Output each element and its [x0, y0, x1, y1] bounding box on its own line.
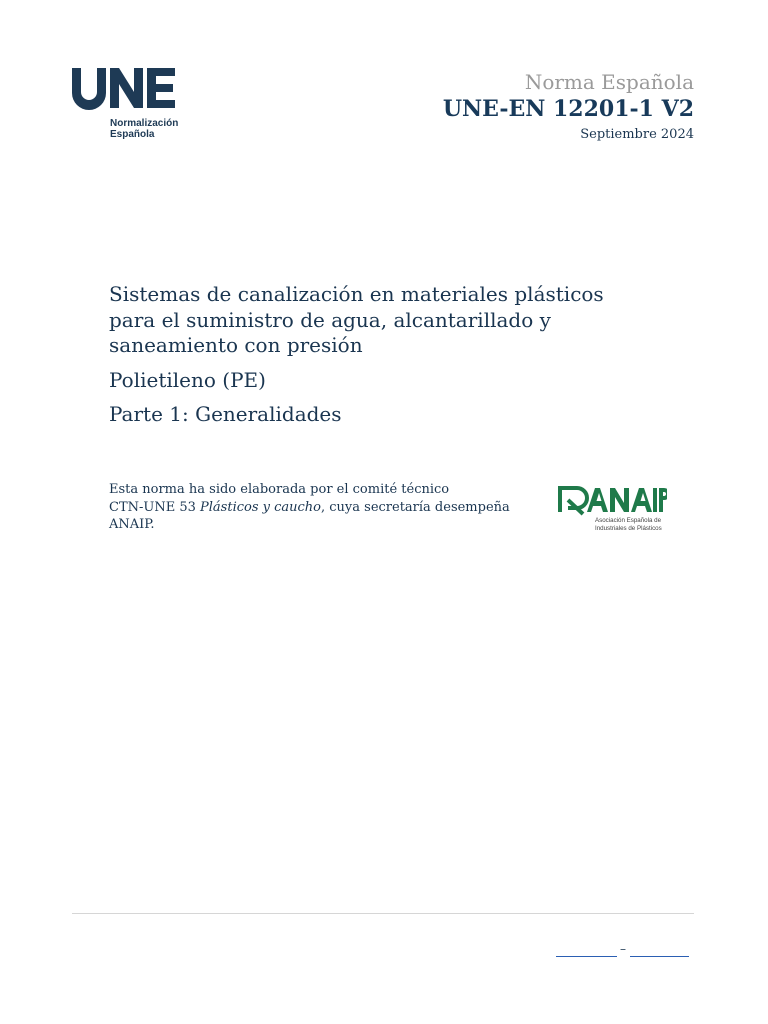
document-header [443, 70, 694, 144]
committee-line-3: ANAIP. [109, 517, 155, 532]
norma-code: UNE-EN 12201-1 V2 [442, 96, 694, 122]
committee-name: Plásticos y caucho [200, 499, 321, 515]
committee-line-1: Esta norma ha sido elaborada por el comité técnico [109, 482, 450, 497]
document-title-block [109, 282, 629, 427]
anaip-tagline-line2: Industriales de Plásticos [595, 525, 662, 532]
une-logo-sub-line1: Normalización [110, 118, 179, 129]
anaip-logo [557, 484, 667, 536]
committee-note [109, 481, 519, 534]
norma-label: Norma Española [524, 70, 694, 94]
footer-divider [72, 913, 694, 914]
document-title: Sistemas de canalización en materiales plásticos para el suministro de agua, alcantarillado y saneamiento con presión [109, 282, 604, 357]
une-logo [70, 66, 190, 146]
anaip-logo-mark [557, 484, 667, 536]
une-logo-sub-line2: Española [110, 129, 155, 140]
une-logo-mark [70, 66, 180, 110]
footer-link-left[interactable] [556, 944, 617, 957]
material-subtitle: Polietileno (PE) [109, 367, 266, 392]
footer-links [556, 944, 696, 958]
une-logo-subtitle [110, 118, 178, 140]
committee-ctn: CTN-UNE 53 [109, 499, 201, 515]
footer-link-right[interactable] [630, 944, 689, 957]
anaip-tagline-line1: Asociación Española de [595, 517, 662, 524]
publication-date: Septiembre 2024 [580, 127, 694, 142]
committee-line-2 [109, 499, 519, 517]
committee-rest: , cuya secretaría desempeña [321, 499, 510, 515]
footer-separator: – [620, 942, 626, 956]
part-subtitle: Parte 1: Generalidades [109, 401, 342, 426]
